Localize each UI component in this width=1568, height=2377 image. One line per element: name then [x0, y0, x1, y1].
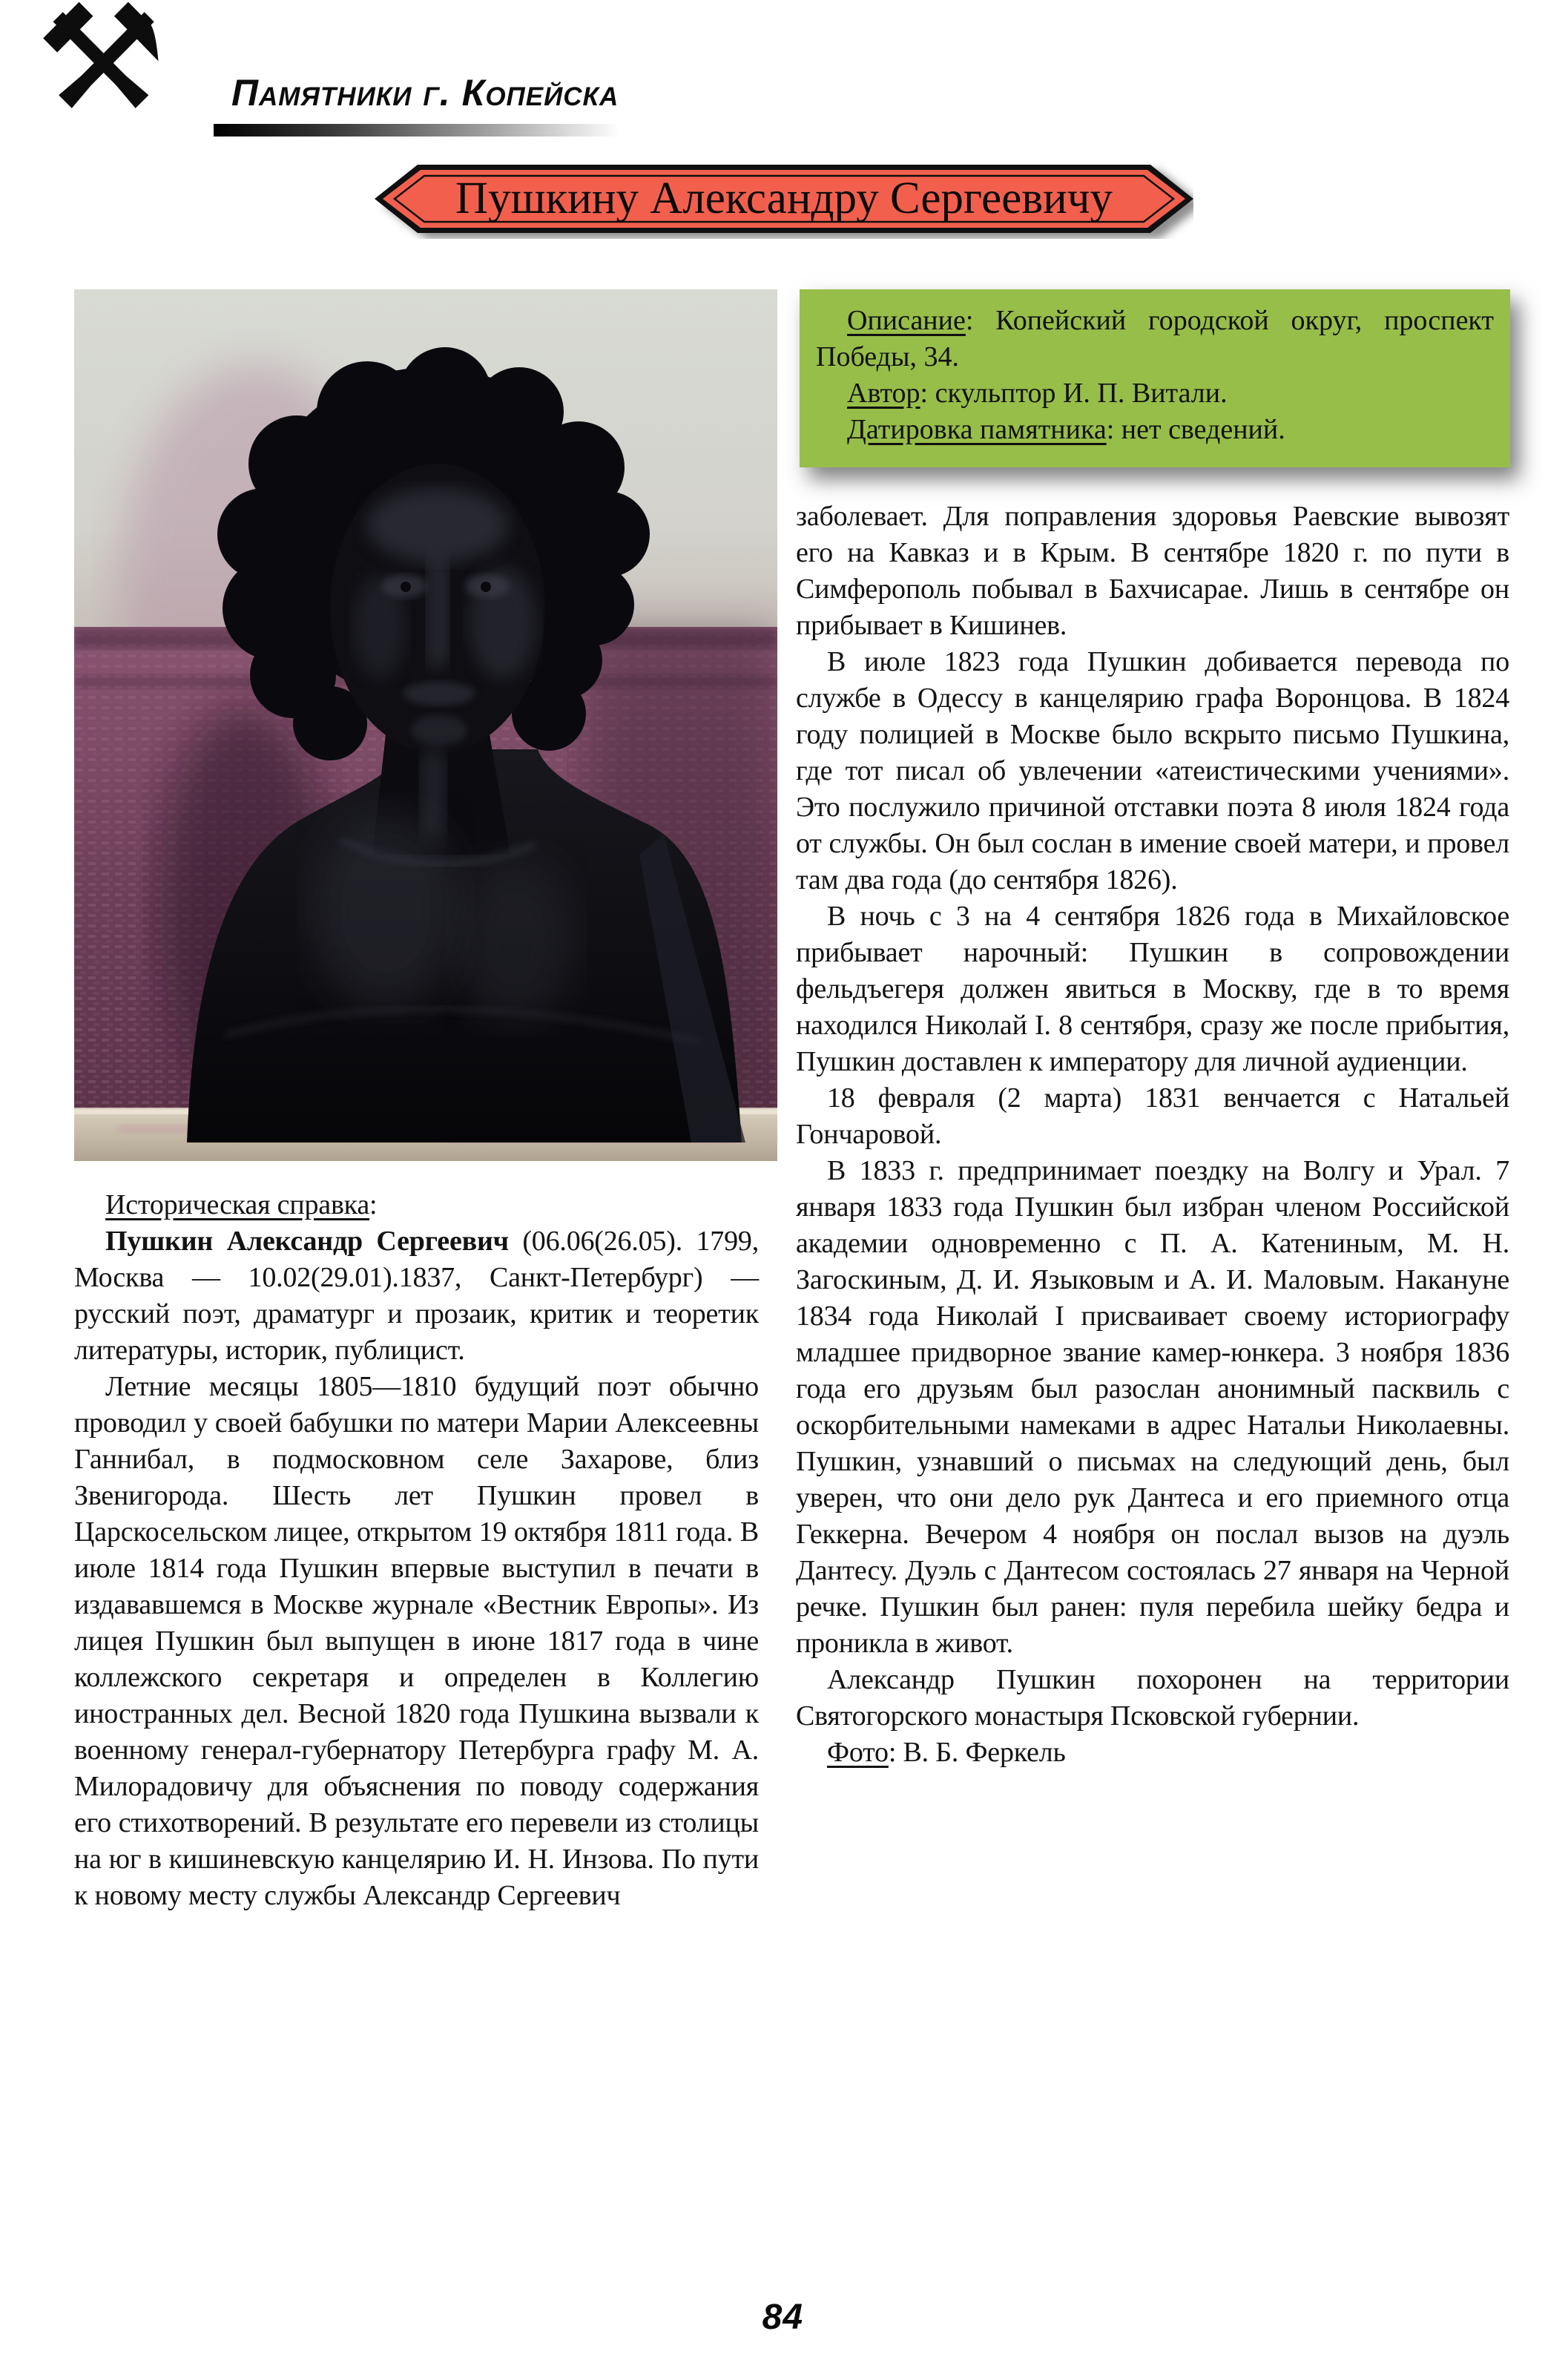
- info-label-author: Автор: [847, 378, 920, 409]
- section-heading-colon: :: [369, 1189, 378, 1220]
- info-label-dating: Датировка памятника: [847, 414, 1107, 445]
- photo-credit-label: Фото: [827, 1737, 889, 1768]
- book-series-title: Памятники г. Копейска: [231, 72, 619, 114]
- monument-title-banner: [375, 162, 1193, 239]
- info-label-description: Описание: [847, 305, 966, 336]
- page-number: 84: [762, 2298, 804, 2337]
- text-column-left: [74, 1187, 759, 1914]
- crossed-hammers-icon: ⚒: [36, 0, 166, 143]
- monument-info-box: [800, 289, 1510, 467]
- person-bio: (06.06(26.05). 1799, Москва — 10.02(29.01).1837, Санкт-Петербург) — русский поэт, драматург и прозаик, критик и теоретик литературы, историк, публицист.: [74, 1226, 759, 1366]
- paragraph: В 1833 г. предпринимает поездку на Волгу и Урал. 7 января 1833 года Пушкин был избран членом Российской академии одновременно с П. А. Катениным, М. Н. Загоскиным, Д. И. Языковым и А. И. Маловым. Накануне 1834 года Николай I присваивает своему историографу младшее придворное звание камер-юнкера. 3 ноября 1836 года его друзьям был разослан анонимный пасквиль с оскорбительными намеками в адрес Натальи Николаевны. Пушкин, узнавший о письмах на следующий день, был уверен, что они дело рук Дантеса и его приемного отца Геккерна. Вечером 4 ноября он послал вызов на дуэль Дантесу. Дуэль с Дантесом состоялась 27 января на Черной речке. Пушкин был ранен: пуля перебила шейку бедра и проникла в живот.: [796, 1155, 1509, 1659]
- paragraph: [74, 1223, 759, 1369]
- monument-title: Пушкину Александру Сергеевичу: [455, 174, 1113, 223]
- text-column-right: [796, 499, 1509, 1771]
- paragraph: Александр Пушкин похоронен на территории Святогорского монастыря Псковской губернии.: [796, 1664, 1509, 1732]
- paragraph: В июле 1823 года Пушкин добивается перевода по службе в Одессу в канцелярию графа Воронцова. В 1824 году полицией в Москве было вскрыто письмо Пушкина, где тот писал об увлечении «атеистическими учениями». Это послужило причиной отставки поэта 8 июля 1824 года от службы. Он был сослан в имение своей матери, и провел там два года (до сентября 1826).: [796, 646, 1509, 895]
- section-heading: [74, 1187, 759, 1223]
- paragraph: заболевает. Для поправления здоровья Раевские вывозят его на Кавказ и в Крым. В сентябре 1820 г. по пути в Симферополь побывал в Бахчисарае. Лишь в сентябре он прибывает в Кишинев.: [796, 501, 1509, 641]
- bust-photo-illustration: [74, 289, 777, 1161]
- paragraph: В ночь с 3 на 4 сентября 1826 года в Михайловское прибывает нарочный: Пушкин в сопровождении фельдъегеря должен явиться в Москву, где в то время находился Николай I. 8 сентября, сразу же после прибытия, Пушкин доставлен к императору для личной аудиенции.: [796, 901, 1509, 1077]
- info-line-author: [816, 375, 1494, 412]
- paragraph: 18 февраля (2 марта) 1831 венчается с Натальей Гончаровой.: [796, 1082, 1509, 1150]
- photo-credit: [796, 1735, 1509, 1771]
- info-value-dating: : нет сведений.: [1106, 414, 1285, 445]
- photo-credit-value: : В. Б. Феркель: [888, 1737, 1066, 1768]
- paragraph: Летние месяцы 1805—1810 будущий поэт обычно проводил у своей бабушки по матери Марии Алексеевны Ганнибал, в подмосковном селе Захарове, близ Звенигорода. Шесть лет Пушкин провел в Царскосельском лицее, открытом 19 октября 1811 года. В июле 1814 года Пушкин впервые выступил в печати в издававшемся в Москве журнале «Вестник Европы». Из лицея Пушкин был выпущен в июне 1817 года в чине коллежского секретаря и определен в Коллегию иностранных дел. Весной 1820 года Пушкина вызвали к военному генерал-губернатору Петербурга графу М. А. Милорадовичу для объяснения по поводу содержания его стихотворений. В результате его перевели из столицы на юг в кишиневскую канцелярию И. Н. Инзова. По пути к новому месту службы Александр Сергеевич: [74, 1371, 759, 1911]
- section-heading-text: Историческая справка: [105, 1189, 370, 1220]
- info-line-dating: [816, 412, 1494, 448]
- person-name: Пушкин Александр Сергеевич: [105, 1226, 509, 1257]
- info-value-description: : Копейский городской округ, проспект Победы, 34.: [816, 305, 1494, 372]
- header-gradient-rule: [214, 124, 620, 137]
- info-line-description: [816, 303, 1494, 375]
- monument-photo: [74, 289, 777, 1161]
- info-value-author: : скульптор И. П. Витали.: [920, 378, 1228, 409]
